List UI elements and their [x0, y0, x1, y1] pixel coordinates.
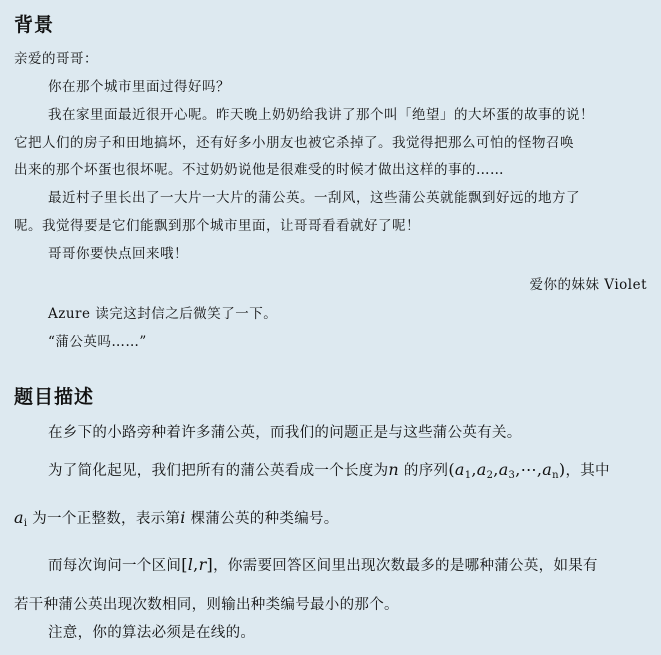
description-p4-prefix: 而每次询问一个区间: [48, 558, 182, 574]
description-paragraph-1: 在乡下的小路旁种着许多蒲公英，而我们的问题正是与这些蒲公英有关。: [48, 425, 522, 441]
narration-text: Azure 读完这封信之后微笑了一下。: [48, 306, 278, 322]
sequence-notation: $(a_1,a_2,a_3,\cdots,a_n)$: [448, 460, 566, 481]
variable-i: i: [180, 508, 186, 527]
variable-n: n: [388, 460, 400, 479]
letter-paragraph-3-line-1: 最近村子里长出了一大片一大片的蒲公英。一刮风，这些蒲公英就能飘到好远的地方了: [48, 190, 580, 206]
letter-paragraph-1: 你在那个城市里面过得好吗？: [48, 79, 230, 95]
description-p2-prefix: 为了简化起见，我们把所有的蒲公英看成一个长度为: [48, 463, 389, 479]
letter-paragraph-2-line-2: 它把人们的房子和田地搞坏，还有好多小朋友也被它杀掉了。我觉得把那么可怕的怪物召唤: [14, 135, 574, 151]
description-p4-suffix: ，你需要回答区间里出现次数最多的是哪种蒲公英，如果有: [213, 558, 598, 574]
section-heading-background: 背景: [14, 14, 55, 36]
variable-a-i: $a_i$: [14, 508, 28, 529]
description-paragraph-2: [48, 461, 610, 485]
description-paragraph-4-line-2: 若干种蒲公英出现次数相同，则输出种类编号最小的那个。: [14, 597, 399, 613]
letter-paragraph-3-line-2: 呢。我觉得要是它们能飘到那个城市里面，让哥哥看看就好了呢！: [14, 218, 420, 234]
letter-paragraph-4: 哥哥你要快点回来哦！: [48, 246, 188, 262]
letter-signature: 爱你的妹妹 Violet: [529, 277, 647, 293]
description-paragraph-3: [14, 509, 339, 533]
letter-paragraph-2-line-3: 出来的那个坏蛋也很坏呢。不过奶奶说他是很难受的时候才做出这样的事的……: [14, 162, 504, 178]
description-paragraph-5: 注意，你的算法必须是在线的。: [48, 625, 256, 641]
description-p3-suffix: 棵蒲公英的种类编号。: [185, 511, 339, 527]
description-paragraph-4-line-1: [48, 556, 598, 575]
description-p2-mid: 的序列: [399, 463, 449, 479]
letter-greeting: 亲爱的哥哥：: [14, 51, 98, 67]
description-p2-suffix: ，其中: [565, 463, 610, 479]
letter-paragraph-2-line-1: 我在家里面最近很开心呢。昨天晚上奶奶给我讲了那个叫「绝望」的大坏蛋的故事的说！: [48, 107, 594, 123]
interval-notation: [l,r]: [181, 555, 214, 574]
section-heading-description: 题目描述: [14, 386, 95, 408]
quote-text: “蒲公英吗……”: [48, 334, 147, 350]
description-p3-mid: 为一个正整数，表示第: [27, 511, 181, 527]
